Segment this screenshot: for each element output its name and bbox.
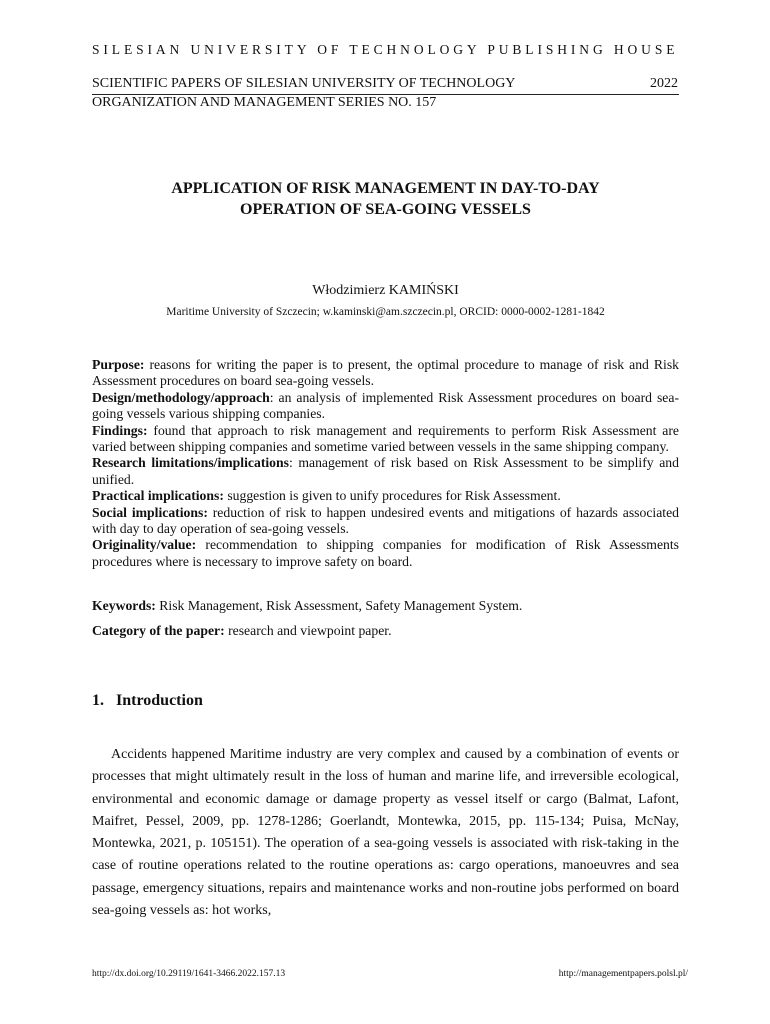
keywords [92, 598, 679, 614]
abstract-originality [92, 537, 679, 570]
abstract-label: Social implications: [92, 504, 208, 520]
category-label: Category of the paper: [92, 623, 225, 638]
abstract-practical-implications [92, 488, 679, 504]
abstract-text: recommendation to shipping companies for modification of Risk Assessments procedures where is necessary to improve safety on board. [92, 537, 679, 569]
abstract-text: reasons for writing the paper is to present, the optimal procedure to manage of risk and Risk Assessment procedures on board sea-going vessels. [92, 357, 679, 389]
abstract-text: suggestion is given to unify procedures for Risk Assessment. [223, 488, 561, 504]
abstract-label: Originality/value: [92, 537, 197, 553]
paper-title-line-2: OPERATION OF SEA-GOING VESSELS [240, 201, 531, 218]
series-title: SCIENTIFIC PAPERS OF SILESIAN UNIVERSITY OF TECHNOLOGY [92, 76, 516, 91]
abstract-label: Purpose: [92, 357, 145, 372]
author-name: Włodzimierz KAMIŃSKI [312, 283, 459, 298]
series-number: ORGANIZATION AND MANAGEMENT SERIES NO. 157 [92, 95, 437, 110]
publication-year: 2022 [650, 76, 678, 91]
footer-doi[interactable]: http://dx.doi.org/10.29119/1641-3466.2022.157.13 [92, 969, 286, 979]
keywords-block [92, 598, 679, 648]
introduction-paragraph: Accidents happened Maritime industry are very complex and caused by a combination of events or processes that might ultimately result in the loss of human and marine life, and irreversible ecological, environmental and economic damage or damage property as vessel itself or cargo (Balmat, Lafont, Maifret, Pessel, 2009, pp. 1278-1286; Goerlandt, Montewka, 2015, pp. 115-134; Puisa, McNay, Montewka, 2021, p. 105151). The operation of a sea-going vessels is associated with risk-taking in the case of routine operations related to the routine operations as: cargo operations, manoeuvres and sea passage, emergency situations, repairs and maintenance works and non-routine jobs performed on board sea-going vessels as: hot works, [92, 747, 679, 919]
abstract [92, 357, 679, 570]
section-title: Introduction [116, 692, 203, 709]
abstract-label: Findings: [92, 422, 148, 438]
abstract-design [92, 390, 679, 423]
footer-url[interactable]: http://managementpapers.polsl.pl/ [558, 969, 688, 979]
abstract-findings [92, 423, 679, 456]
paper-title [92, 178, 679, 220]
paper-category [92, 623, 679, 639]
abstract-label: Practical implications: [92, 488, 224, 504]
section-number: 1. [92, 692, 104, 709]
abstract-research-limitations [92, 455, 679, 488]
abstract-text: reduction of risk to happen undesired events and mitigations of hazards associated with day to day operation of sea-going vessels. [92, 504, 679, 537]
abstract-social-implications [92, 505, 679, 538]
abstract-text: : an analysis of implemented Risk Assessment procedures on board sea-going vessels various shipping companies. [92, 389, 679, 422]
abstract-text: found that approach to risk management and requirements to perform Risk Assessment are varied between shipping companies and sometime varied between vessels in the same shipping company. [92, 422, 679, 455]
keywords-text: Risk Management, Risk Assessment, Safety Management System. [155, 598, 523, 613]
abstract-label: Design/methodology/approach [92, 389, 270, 405]
publisher-header: SILESIAN UNIVERSITY OF TECHNOLOGY PUBLISHING HOUSE [92, 42, 679, 57]
introduction-body [92, 744, 679, 922]
category-text: research and viewpoint paper. [224, 623, 392, 638]
paper-title-line-1: APPLICATION OF RISK MANAGEMENT IN DAY-TO-DAY [171, 180, 600, 197]
keywords-label: Keywords: [92, 598, 156, 613]
author-affiliation: Maritime University of Szczecin; w.kaminski@am.szczecin.pl, ORCID: 0000-0002-1281-1842 [166, 306, 605, 318]
abstract-text: : management of risk based on Risk Assessment to be simplify and unified. [92, 455, 679, 487]
section-heading [92, 692, 203, 710]
abstract-label: Research limitations/implications [92, 455, 289, 471]
abstract-purpose [92, 357, 679, 390]
